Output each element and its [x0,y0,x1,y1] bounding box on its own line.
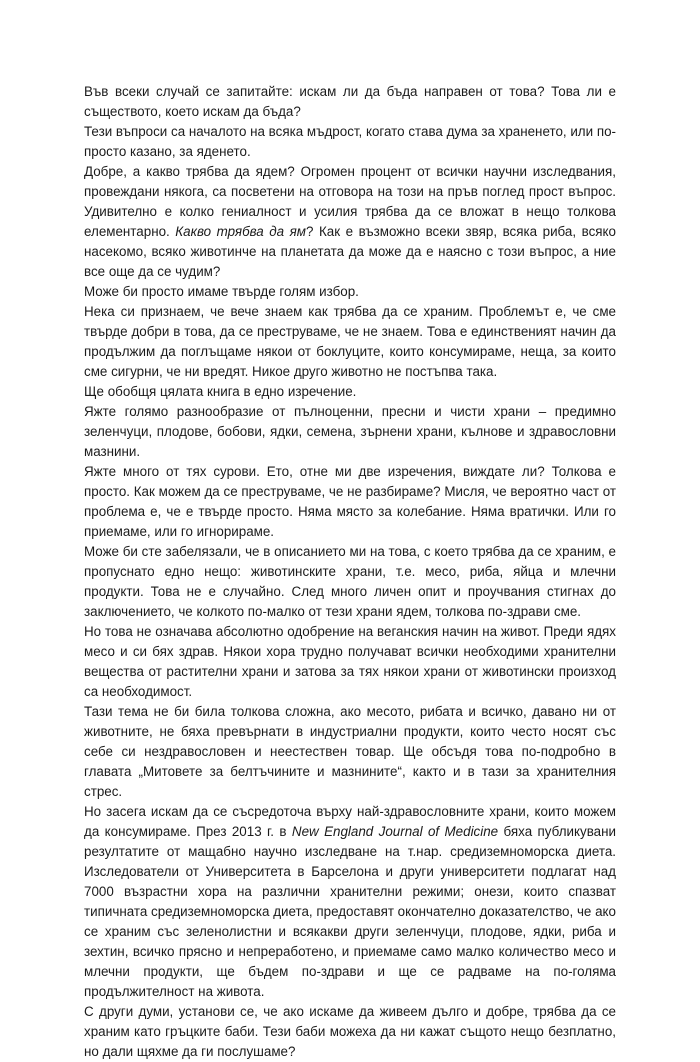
paragraph-text: Но засега искам да се съсредоточа върху най-здравословните храни, които можем да консумираме. През 2013 г. в [84,804,616,839]
paragraph: Нека си признаем, че вече знаем как трябва да се храним. Проблемът е, че сме твърде добри в това, да се преструваме, че не знаем. Това е единственият начин да продължим да поглъщаме някои от боклуците, които консумираме, неща, за които сме сигурни, че ни вредят. Никое друго животно не постъпва така. [84,304,616,379]
paragraph-text: бяха публикувани резултатите от мащабно научно изследване на т.нар. средиземноморска диета. Изследователи от Университета в Барселона и други университети подлагат над 7000 възрастни хора на различни хранителни режими; онези, които спазват типичната средиземноморска диета, предоставят окончателно доказателство, че ако се храним със зеленолистни и всякакви други зеленчуци, плодове, ядки, риба и зехтин, всичко прясно и непреработено, и приемаме само малко количество месо и млечни продукти, ще бъдем по-здрави и ще се радваме на по-голяма продължителност на живота. [84,824,616,999]
paragraph: Тази тема не би била толкова сложна, ако месото, рибата и всичко, давано ни от животните, не бяха превърнати в индустриални продукти, които често носят със себе си нездравословен и неестествен товар. Ще обсъдя това по-подробно в главата „Митовете за белтъчините и мазнините“, както и в тази за хранителния стрес. [84,704,616,799]
italic-question: Какво трябва да ям [175,224,306,239]
paragraph: Ще обобщя цялата книга в едно изречение. [84,384,357,399]
paragraph: С други думи, установи се, че ако искаме да живеем дълго и добре, трябва да се храним като гръцките баби. Тези баби можеха да ни кажат същото нещо безплатно, но дали щяхме да ги послушаме? [84,1004,616,1059]
journal-title: New England Journal of Medicine [291,824,499,839]
document-page [84,82,616,1062]
paragraph: Яжте много от тях сурови. Ето, отне ми две изречения, виждате ли? Толкова е просто. Как можем да се преструваме, че не разбираме? Мисля, че вероятно част от проблема е, че е твърде просто. Няма място за колебание. Няма вратички. Или го приемаме, или го игнорираме. [84,464,616,539]
paragraph: Тези въпроси са началото на всяка мъдрост, когато става дума за храненето, или по-просто казано, за яденето. [84,124,616,159]
paragraph: Във всеки случай се запитайте: искам ли да бъда направен от това? Това ли е съществото, което искам да бъда? [84,84,616,119]
paragraph [84,162,616,282]
paragraph: Но това не означава абсолютно одобрение на веганския начин на живот. Преди ядях месо и си бях здрав. Някои хора трудно получават всички необходими хранителни вещества от растителни храни и затова за тях някои храни от животински произход са необходимост. [84,624,616,699]
paragraph-text: ? Как е възможно всеки звяр, всяка риба, всяко насекомо, всяко животинче на планетата да може да е наясно с този въпрос, а ние все още да се чудим? [84,224,616,279]
paragraph: Може би просто имаме твърде голям избор. [84,284,359,299]
paragraph: Може би сте забелязали, че в описанието ми на това, с което трябва да се храним, е пропуснато едно нещо: животинските храни, т.е. месо, риба, яйца и млечни продукти. Това не е случайно. След много личен опит и проучвания стигнах до заключението, че колкото по-малко от тези храни ядем, толкова по-здрави сме. [84,544,616,619]
paragraph: Яжте голямо разнообразие от пълноценни, пресни и чисти храни – предимно зеленчуци, плодове, бобови, ядки, семена, зърнени храни, кълнове и здравословни мазнини. [84,404,616,459]
paragraph [84,802,616,1002]
paragraph-text: Добре, а какво трябва да ядем? Огромен процент от всички научни изследвания, провеждани някога, са посветени на отговора на този на пръв поглед прост въпрос. Удивително е колко гениалност и усилия трябва да се вложат в нещо толкова елементарно. [84,164,616,239]
